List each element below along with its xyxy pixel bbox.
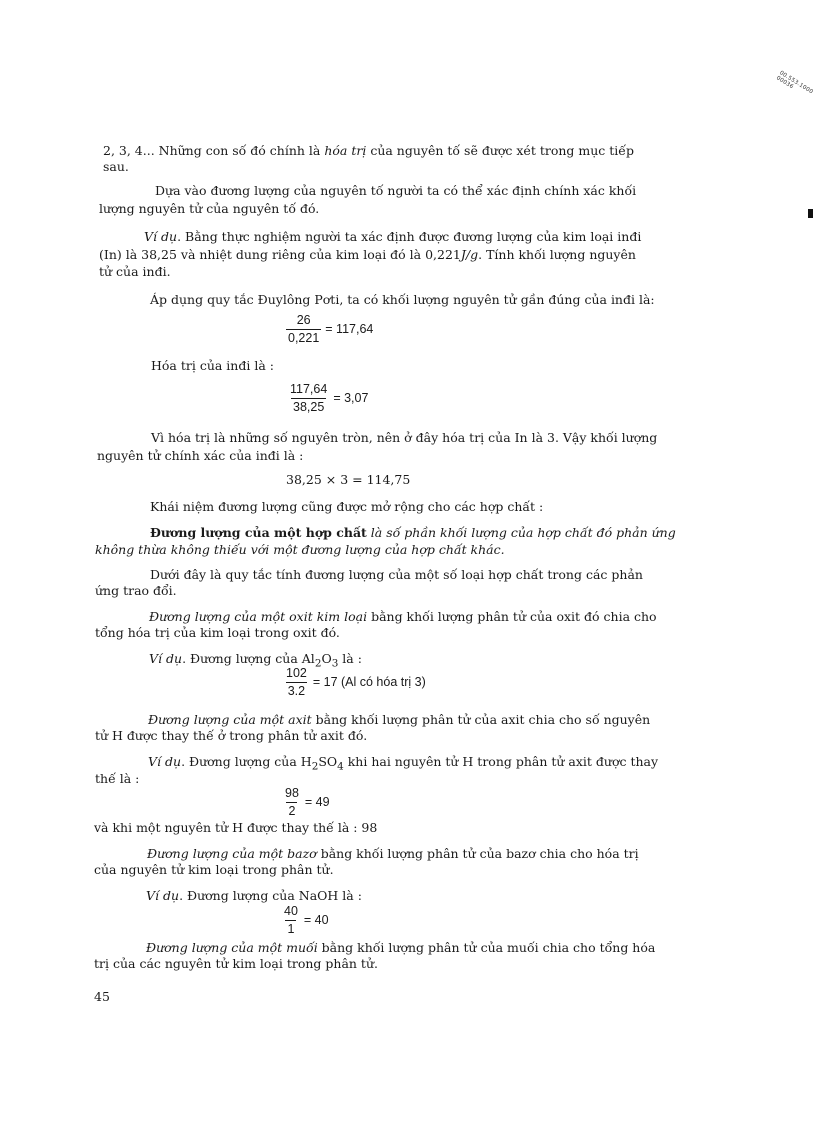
p12-line2: tử H được thay thế ở trong phân tử axit đó. xyxy=(95,728,368,743)
fraction-1-result: = 117,64 xyxy=(325,322,374,336)
p2-line1: Dựa vào đương lượng của nguyên tố người ta có thể xác định chính xác khối xyxy=(155,183,637,198)
p3-line3: tử của inđi. xyxy=(99,264,171,279)
p4-line: Áp dụng quy tắc Đuylông Pơti, ta có khối lượng nguyên tử gần đúng của inđi là: xyxy=(150,292,655,307)
p11-line: Ví dụ. Đương lượng của $Al_2O_3$ là : xyxy=(149,651,362,670)
p7-line: Khái niệm đương lượng cũng được mở rộng cho các hợp chất : xyxy=(150,499,544,514)
fraction-3 xyxy=(284,666,426,699)
fraction-5 xyxy=(282,904,329,937)
p3-line1: Ví dụ. Bằng thực nghiệm người ta xác định được đương lượng của kim loại inđi xyxy=(144,229,642,244)
fraction-3-numerator: 102 xyxy=(286,666,307,680)
fraction-1 xyxy=(286,313,373,346)
p13-line1: Ví dụ. Đương lượng của $H_2SO_4$ khi hai nguyên tử H trong phân tử axit được thay xyxy=(148,754,659,773)
p15-line1: Đương lượng của một bazơ bằng khối lượng phân tử của bazơ chia cho hóa trị xyxy=(147,846,639,861)
p8-line1: Đương lượng của một hợp chất là số phần khối lượng của hợp chất đó phản ứng xyxy=(150,525,676,540)
p10-line1: Đương lượng của một oxit kim loại bằng khối lượng phân tử của oxit đó chia cho xyxy=(149,609,657,624)
p13-line2: thế là : xyxy=(95,771,140,786)
fraction-1-numerator: 26 xyxy=(296,313,311,327)
p9-line1: Dưới đây là quy tắc tính đương lượng của một số loại hợp chất trong các phản xyxy=(150,567,643,582)
p9-line2: ứng trao đổi. xyxy=(95,583,177,598)
p2-line2: lượng nguyên tử của nguyên tố đó. xyxy=(99,201,320,216)
fraction-4-denominator: 2 xyxy=(288,804,296,818)
fraction-1-denominator: 0,221 xyxy=(288,331,320,345)
p17-line1: Đương lượng của một muối bằng khối lượng phân tử của muối chia cho tổng hóa xyxy=(146,940,656,955)
page-number: 45 xyxy=(94,989,110,1004)
fraction-5-result: = 40 xyxy=(303,913,329,927)
p1-line1: 2, 3, 4... Những con số đó chính là hóa trị của nguyên tố sẽ được xét trong mục tiếp xyxy=(103,143,634,158)
fraction-2-numerator: 117,64 xyxy=(290,382,328,396)
fraction-2-denominator: 38,25 xyxy=(293,400,325,414)
scan-mark xyxy=(808,209,813,218)
fraction-3-result: = 17 (Al có hóa trị 3) xyxy=(312,675,426,689)
p3-line2: (In) là 38,25 và nhiệt dung riêng của kim loại đó là 0,221J/g. Tính khối lượng nguyên xyxy=(99,247,636,262)
p1-line2: sau. xyxy=(103,159,129,174)
p14-line: và khi một nguyên tử H được thay thế là : 98 xyxy=(94,820,378,835)
fraction-4-result: = 49 xyxy=(304,795,330,809)
fraction-2-result: = 3,07 xyxy=(333,391,369,405)
equation-1: 38,25 × 3 = 114,75 xyxy=(286,472,411,487)
p6-line1: Vì hóa trị là những số nguyên tròn, nên ở đây hóa trị của In là 3. Vậy khối lượng xyxy=(151,430,658,445)
p10-line2: tổng hóa trị của kim loại trong oxit đó. xyxy=(95,625,340,640)
p17-line2: trị của các nguyên tử kim loại trong phân tử. xyxy=(94,956,378,971)
p5-line: Hóa trị của inđi là : xyxy=(151,358,274,373)
fraction-2 xyxy=(288,382,368,415)
fraction-3-denominator: 3.2 xyxy=(287,684,306,698)
fraction-4 xyxy=(283,786,330,819)
fraction-4-numerator: 98 xyxy=(285,786,299,800)
p8-line2: không thừa không thiếu với một đương lượng của hợp chất khác. xyxy=(95,542,505,557)
p12-line1: Đương lượng của một axit bằng khối lượng phân tử của axit chia cho số nguyên xyxy=(148,712,651,727)
p15-line2: của nguyên tử kim loại trong phân tử. xyxy=(94,862,334,877)
p16-line: Ví dụ. Đương lượng của NaOH là : xyxy=(146,888,362,903)
fraction-5-denominator: 1 xyxy=(287,922,295,936)
library-stamp: 00.553.1000 00036 xyxy=(775,70,814,96)
fraction-5-numerator: 40 xyxy=(284,904,298,918)
p6-line2: nguyên tử chính xác của inđi là : xyxy=(97,448,304,463)
